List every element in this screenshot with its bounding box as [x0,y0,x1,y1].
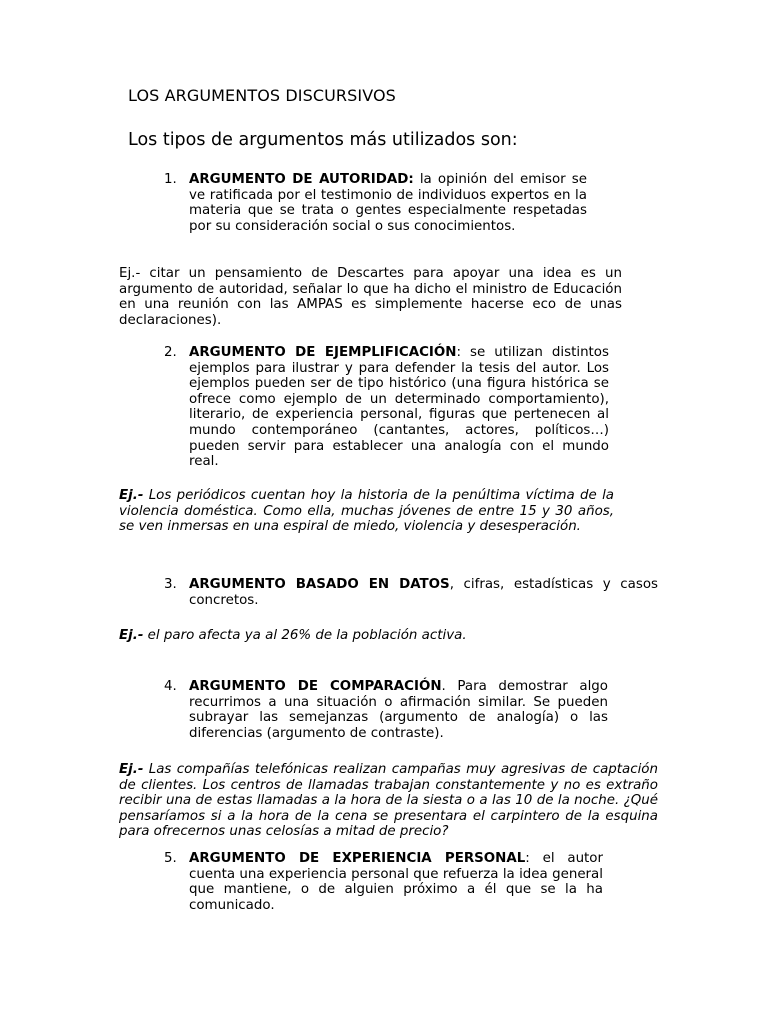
item-term-3: ARGUMENTO BASADO EN DATOS [189,577,450,592]
example-2 [119,488,614,535]
item-term-5: ARGUMENTO DE EXPERIENCIA PERSONAL [189,851,526,866]
example-text-3: el paro afecta ya al 26% de la población activa. [143,628,467,643]
item-text-5: : el autor cuenta una experiencia personal que refuerza la idea general que mantiene, o de alguien próximo a él que se la ha comunicado. [189,851,603,913]
example-text-2: Los periódicos cuentan hoy la historia de la penúltima víctima de la violencia doméstica. Como ella, muchas jóvenes de entre 15 y 30 años, se ven inmersas en una espiral de miedo, violencia y desesperación. [119,488,614,535]
example-4 [119,762,658,840]
item-number-3: 3. [164,577,177,592]
document-subtitle: Los tipos de argumentos más utilizados son: [128,130,518,150]
item-term-4: ARGUMENTO DE COMPARACIÓN [189,679,442,694]
example-3 [119,628,639,644]
item-text-2: : se utilizan distintos ejemplos para ilustrar y para defender la tesis del autor. Los ejemplos pueden ser de tipo histórico (una figura histórica se ofrece como ejemplo de un determinado comportamiento), literario, de experiencia personal, figuras que pertenecen al mundo contemporáneo (cantantes, actores, políticos…) pueden servir para establecer una analogía con el mundo real. [189,345,609,470]
example-text-1: citar un pensamiento de Descartes para apoyar una idea es un argumento de autoridad, señalar lo que ha dicho el ministro de Educación en una reunión con las AMPAS es simplemente hacerse eco de unas declaraciones). [119,266,622,328]
example-prefix-2: Ej.- [119,488,144,503]
list-item-2 [189,345,609,470]
example-1 [119,266,622,328]
list-item-4 [189,679,608,741]
example-text-4: Las compañías telefónicas realizan campañas muy agresivas de captación de clientes. Los centros de llamadas trabajan constantemente y no es extraño recibir una de estas llamadas a la hora de la siesta o a las 10 de la noche. ¿Qué pensaríamos si a la hora de la cena se presentara el carpintero de la esquina para ofrecernos unas celosías a mitad de precio? [119,762,658,840]
document-title: LOS ARGUMENTOS DISCURSIVOS [128,86,396,105]
list-item-1 [189,172,587,234]
item-text-3: , cifras, estadísticas y casos concretos. [189,577,658,608]
item-text-1: la opinión del emisor se ve ratificada por el testimonio de individuos expertos en la materia que se trata o gentes especialmente respetadas por su consideración social o sus conocimientos. [189,172,587,234]
example-prefix-4: Ej.- [119,762,144,777]
item-text-4: . Para demostrar algo recurrimos a una situación o afirmación similar. Se pueden subrayar las semejanzas (argumento de analogía) o las diferencias (argumento de contraste). [189,679,608,741]
list-item-3 [189,577,658,608]
item-term-1: ARGUMENTO DE AUTORIDAD: [189,172,414,187]
item-number-5: 5. [164,851,177,866]
item-number-4: 4. [164,679,177,694]
item-number-2: 2. [164,345,177,360]
example-prefix-3: Ej.- [119,628,144,643]
item-number-1: 1. [164,172,177,187]
list-item-5 [189,851,603,913]
example-prefix-1: Ej.- [119,266,141,281]
item-term-2: ARGUMENTO DE EJEMPLIFICACIÓN [189,345,457,360]
